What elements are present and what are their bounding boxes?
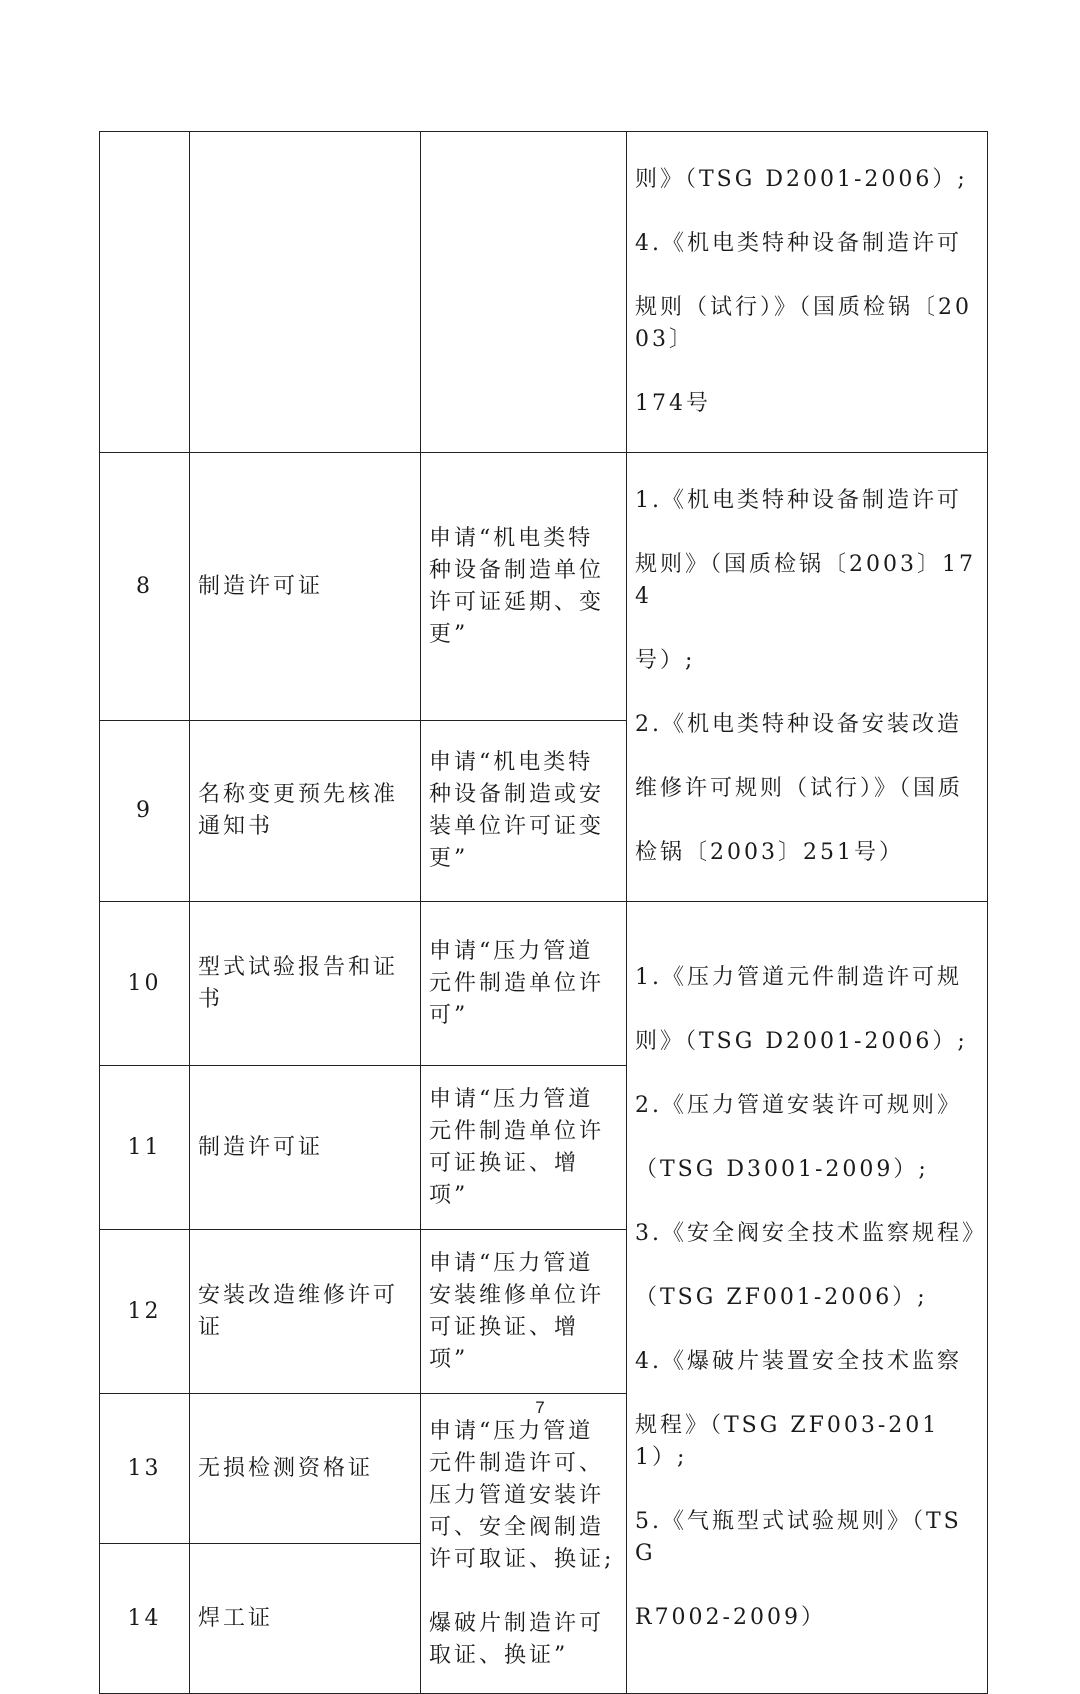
row-number: 11 [100, 1066, 190, 1230]
application-matter: 申请“压力管道元件制造许可、压力管道安装许可、安全阀制造许可取证、换证; 爆破片制造许可取证、换证” [421, 1394, 627, 1694]
document-name: 安装改造维修许可证 [190, 1230, 421, 1394]
row-number [100, 132, 190, 453]
basis-line: 1.《机电类特种设备制造许可 [635, 488, 962, 513]
basis-line: 174号 [635, 391, 711, 416]
document-name: 名称变更预先核准通知书 [190, 721, 421, 902]
row-number: 12 [100, 1230, 190, 1394]
basis-line: 则》（TSG D2001-2006）; [635, 167, 968, 192]
document-name: 无损检测资格证 [190, 1394, 421, 1544]
table-row [100, 132, 988, 453]
row-number: 10 [100, 902, 190, 1066]
row-number: 9 [100, 721, 190, 902]
basis-line: 规则（试行）》（国质检锅〔2003〕 [635, 295, 972, 352]
page-number: 7 [535, 1398, 545, 1417]
basis-line: 则》（TSG D2001-2006）; [635, 1028, 968, 1054]
application-matter: 申请“机电类特种设备制造单位许可证延期、变更” [421, 453, 627, 721]
legal-basis [627, 453, 988, 902]
application-matter: 申请“压力管道元件制造单位许可证换证、增项” [421, 1066, 627, 1230]
table-row [100, 902, 988, 1066]
basis-line: 规程》（TSG ZF003-2011）; [635, 1412, 940, 1470]
row-number: 14 [100, 1544, 190, 1694]
basis-line: 号）; [635, 648, 696, 673]
application-matter: 申请“压力管道安装维修单位许可证换证、增项” [421, 1230, 627, 1394]
basis-line: R7002-2009） [635, 1604, 826, 1630]
application-matter: 申请“压力管道元件制造单位许可” [421, 902, 627, 1066]
application-matter [421, 132, 627, 453]
basis-line: 1.《压力管道元件制造许可规 [635, 964, 962, 990]
basis-line: （TSG ZF001-2006）; [635, 1284, 928, 1310]
document-name: 制造许可证 [190, 1066, 421, 1230]
document-name: 制造许可证 [190, 453, 421, 721]
basis-line: （TSG D3001-2009）; [635, 1156, 929, 1182]
document-name: 焊工证 [190, 1544, 421, 1694]
basis-line: 4.《爆破片装置安全技术监察 [635, 1348, 962, 1374]
legal-basis [627, 132, 988, 453]
document-table [99, 131, 988, 1694]
basis-line: 规则》（国质检锅〔2003〕174 [635, 552, 976, 609]
basis-line: 3.《安全阀安全技术监察规程》 [635, 1220, 987, 1246]
basis-line: 2.《压力管道安装许可规则》 [635, 1092, 962, 1118]
row-number: 13 [100, 1394, 190, 1544]
document-name: 型式试验报告和证书 [190, 902, 421, 1066]
row-number: 8 [100, 453, 190, 721]
legal-basis [627, 902, 988, 1694]
basis-line: 维修许可规则（试行）》（国质 [635, 776, 964, 801]
application-matter: 申请“机电类特种设备制造或安装单位许可证变更” [421, 721, 627, 902]
basis-line: 2.《机电类特种设备安装改造 [635, 712, 962, 737]
basis-line: 5.《气瓶型式试验规则》（TSG [635, 1508, 962, 1566]
basis-line: 4.《机电类特种设备制造许可 [635, 231, 962, 256]
basis-line: 检锅〔2003〕251号） [635, 840, 904, 865]
document-name [190, 132, 421, 453]
table-row [100, 453, 988, 721]
